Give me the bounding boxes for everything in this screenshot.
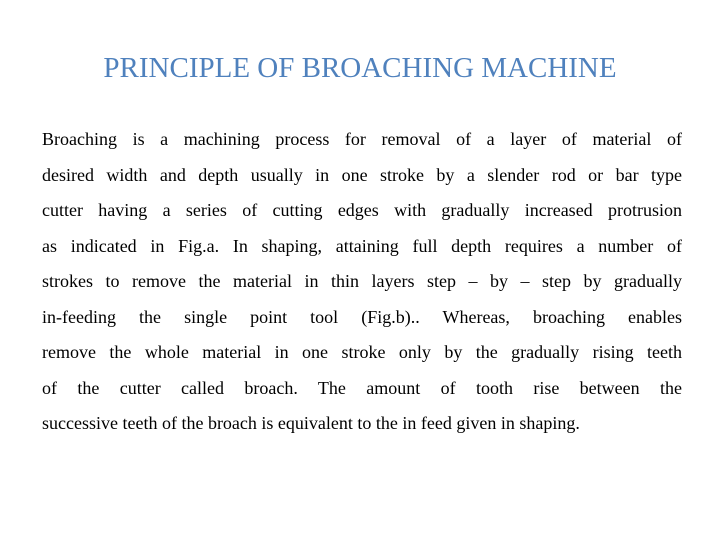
paragraph-line: of the cutter called broach. The amount of tooth rise between the	[42, 377, 682, 398]
paragraph-line: as indicated in Fig.a. In shaping, attaining full depth requires a number of	[42, 235, 682, 256]
slide-title: PRINCIPLE OF BROACHING MACHINE	[103, 52, 617, 84]
paragraph-line: strokes to remove the material in thin layers step – by – step by gradually	[42, 271, 682, 291]
paragraph-line: desired width and depth usually in one stroke by a slender rod or bar type	[42, 164, 682, 185]
paragraph-line: successive teeth of the broach is equivalent to the in feed given in shaping.	[42, 413, 580, 433]
paragraph-line: remove the whole material in one stroke only by the gradually rising teeth	[42, 342, 682, 362]
body-paragraph	[42, 122, 682, 442]
paragraph-line: Broaching is a machining process for removal of a layer of material of	[42, 129, 682, 149]
paragraph-line: cutter having a series of cutting edges with gradually increased protrusion	[42, 200, 682, 220]
paragraph-line: in-feeding the single point tool (Fig.b).. Whereas, broaching enables	[42, 306, 682, 327]
